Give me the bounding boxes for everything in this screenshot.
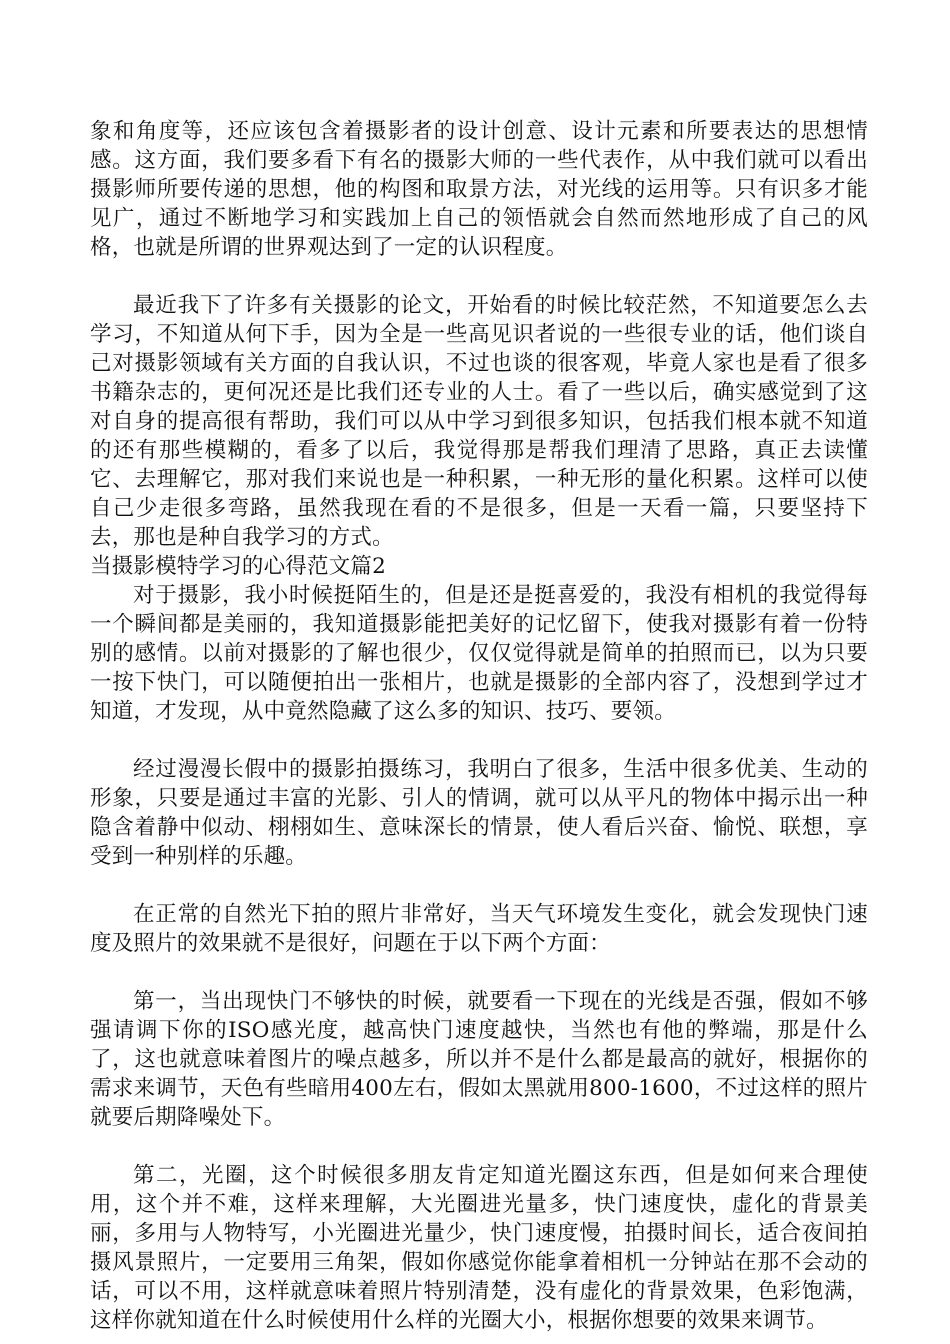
paragraph-2: 最近我下了许多有关摄影的论文，开始看的时候比较茫然，不知道要怎么去学习，不知道从何下手，因为全是一些高见识者说的一些很专业的话，他们谈自己对摄影领域有关方面的自我认识，不过也谈的很客观，毕竟人家也是看了很多书籍杂志的，更何况还是比我们还专业的人士。看了一些以后，确实感觉到了这对自身的提高很有帮助，我们可以从中学习到很多知识，包括我们根本就不知道的还有那些模糊的，看多了以后，我觉得那是帮我们理清了思路，真正去读懂它、去理解它，那对我们来说也是一种积累，一种无形的量化积累。这样可以使自己少走很多弯路，虽然我现在看的不是很多，但是一天看一篇，只要坚持下去，那也是种自我学习的方式。: [90, 293, 868, 550]
paragraph-4: 经过漫漫长假中的摄影拍摄练习，我明白了很多，生活中很多优美、生动的形象，只要是通过丰富的光影、引人的情调，就可以从平凡的物体中揭示出一种隐含着静中似动、栩栩如生、意味深长的情景，使人看后兴奋、愉悦、联想，享受到一种别样的乐趣。: [90, 757, 868, 869]
paragraph-1: 象和角度等，还应该包含着摄影者的设计创意、设计元素和所要表达的思想情感。这方面，我们要多看下有名的摄影大师的一些代表作，从中我们就可以看出摄影师所要传递的思想，他的构图和取景方法，对光线的运用等。只有识多才能见广，通过不断地学习和实践加上自己的领悟就会自然而然地形成了自己的风格，也就是所谓的世界观达到了一定的认识程度。: [90, 119, 868, 260]
paragraph-6: 第一，当出现快门不够快的时候，就要看一下现在的光线是否强，假如不够强请调下你的ISO感光度，越高快门速度越快，当然也有他的弊端，那是什么了，这也就意味着图片的噪点越多，所以并不是什么都是最高的就好，根据你的需求来调节，天色有些暗用400左右，假如太黑就用800-1600，不过这样的照片就要后期降噪处下。: [90, 989, 868, 1130]
paragraph-5: 在正常的自然光下拍的照片非常好，当天气环境发生变化，就会发现快门速度及照片的效果就不是很好，问题在于以下两个方面：: [90, 902, 868, 956]
paragraph-3: 对于摄影，我小时候挺陌生的，但是还是挺喜爱的，我没有相机的我觉得每一个瞬间都是美丽的，我知道摄影能把美好的记忆留下，使我对摄影有着一份特别的感情。以前对摄影的了解也很少，仅仅觉得就是简单的拍照而已，以为只要一按下快门，可以随便拍出一张相片，也就是摄影的全部内容了，没想到学过才知道，才发现，从中竟然隐藏了这么多的知识、技巧、要领。: [90, 583, 868, 724]
document-body: [90, 117, 868, 1335]
section-heading: 当摄影模特学习的心得范文篇2: [90, 554, 386, 579]
paragraph-7: 第二，光圈，这个时候很多朋友肯定知道光圈这东西，但是如何来合理使用，这个并不难，这样来理解，大光圈进光量多，快门速度快，虚化的背景美丽，多用与人物特写，小光圈进光量少，快门速度慢，拍摄时间长，适合夜间拍摄风景照片，一定要用三角架，假如你感觉你能拿着相机一分钟站在那不会动的话，可以不用，这样就意味着照片特别清楚，没有虚化的背景效果，色彩饱满，这样你就知道在什么时候使用什么样的光圈大小，根据你想要的效果来调节。: [90, 1163, 868, 1333]
